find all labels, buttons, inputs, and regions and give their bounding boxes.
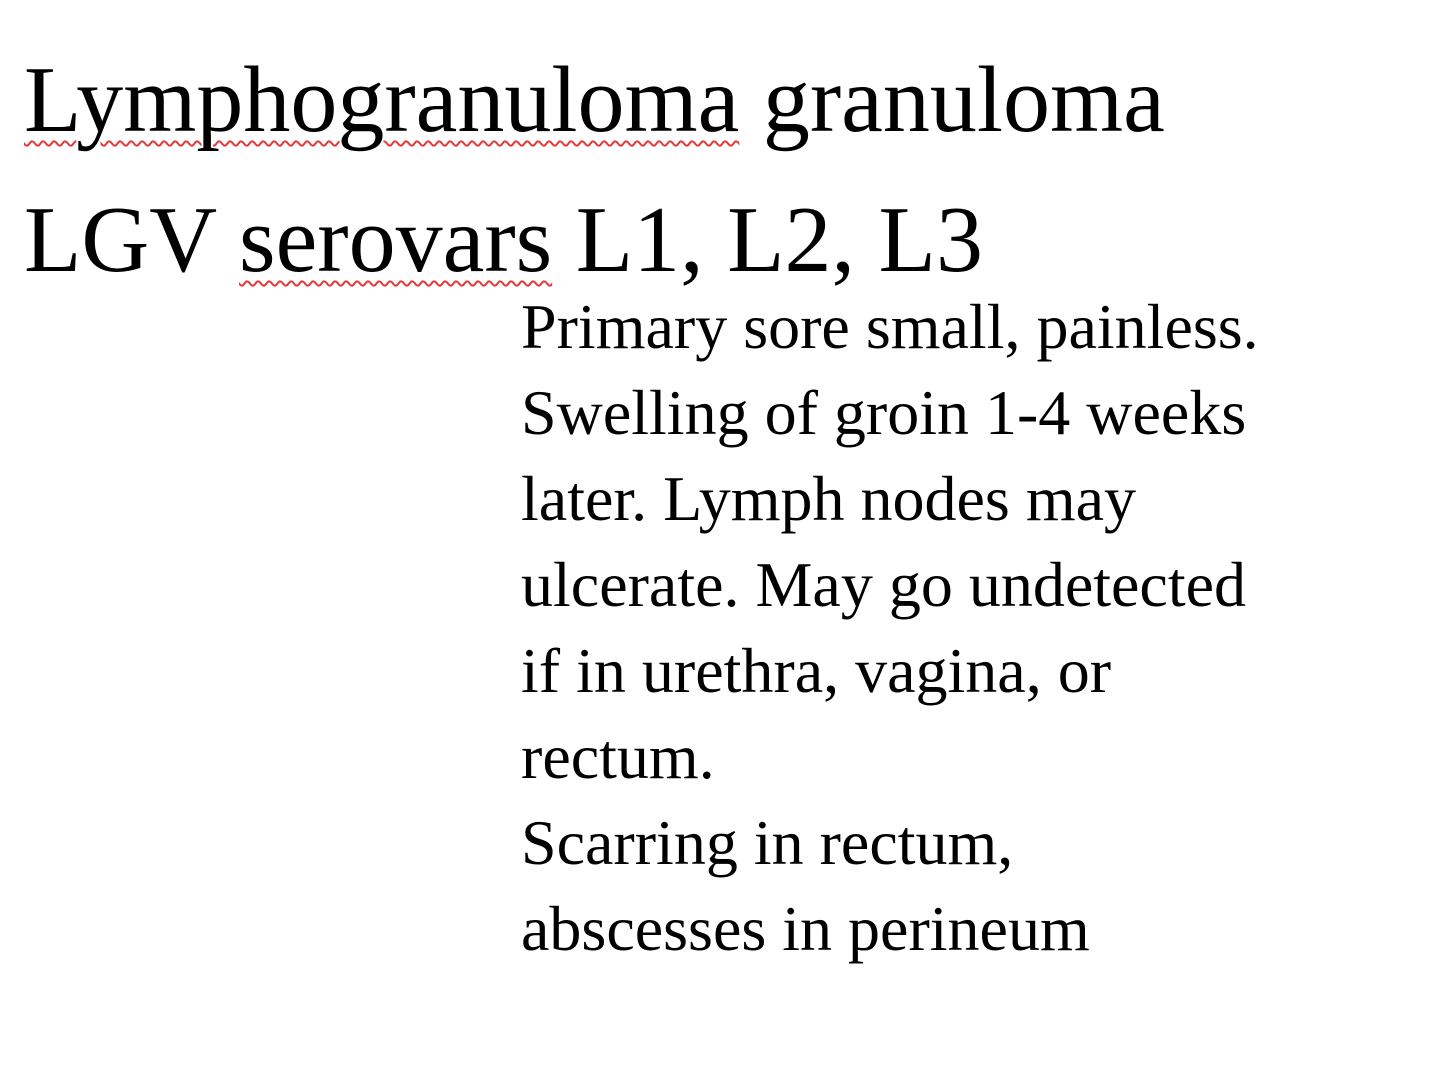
title-line-1	[24, 30, 1424, 170]
body-line: Primary sore small, painless.	[521, 291, 1259, 362]
title-text: L1, L2, L3	[552, 188, 983, 292]
misspelled-word[interactable]: serovars	[239, 188, 553, 292]
title-text: granuloma	[739, 48, 1165, 152]
body-line: Swelling of groin 1-4 weeks	[521, 377, 1247, 448]
body-line: ulcerate. May go undetected	[521, 549, 1246, 620]
body-line: rectum.	[521, 721, 715, 792]
document-title	[24, 30, 1424, 310]
body-text	[521, 284, 1421, 972]
title-text: LGV	[24, 188, 239, 292]
body-line: Scarring in rectum,	[521, 807, 1014, 878]
body-line: abscesses in perineum	[521, 893, 1090, 964]
body-line: later. Lymph nodes may	[521, 463, 1136, 534]
body-line: if in urethra, vagina, or	[521, 635, 1111, 706]
misspelled-word[interactable]: Lymphogranuloma	[24, 48, 740, 152]
